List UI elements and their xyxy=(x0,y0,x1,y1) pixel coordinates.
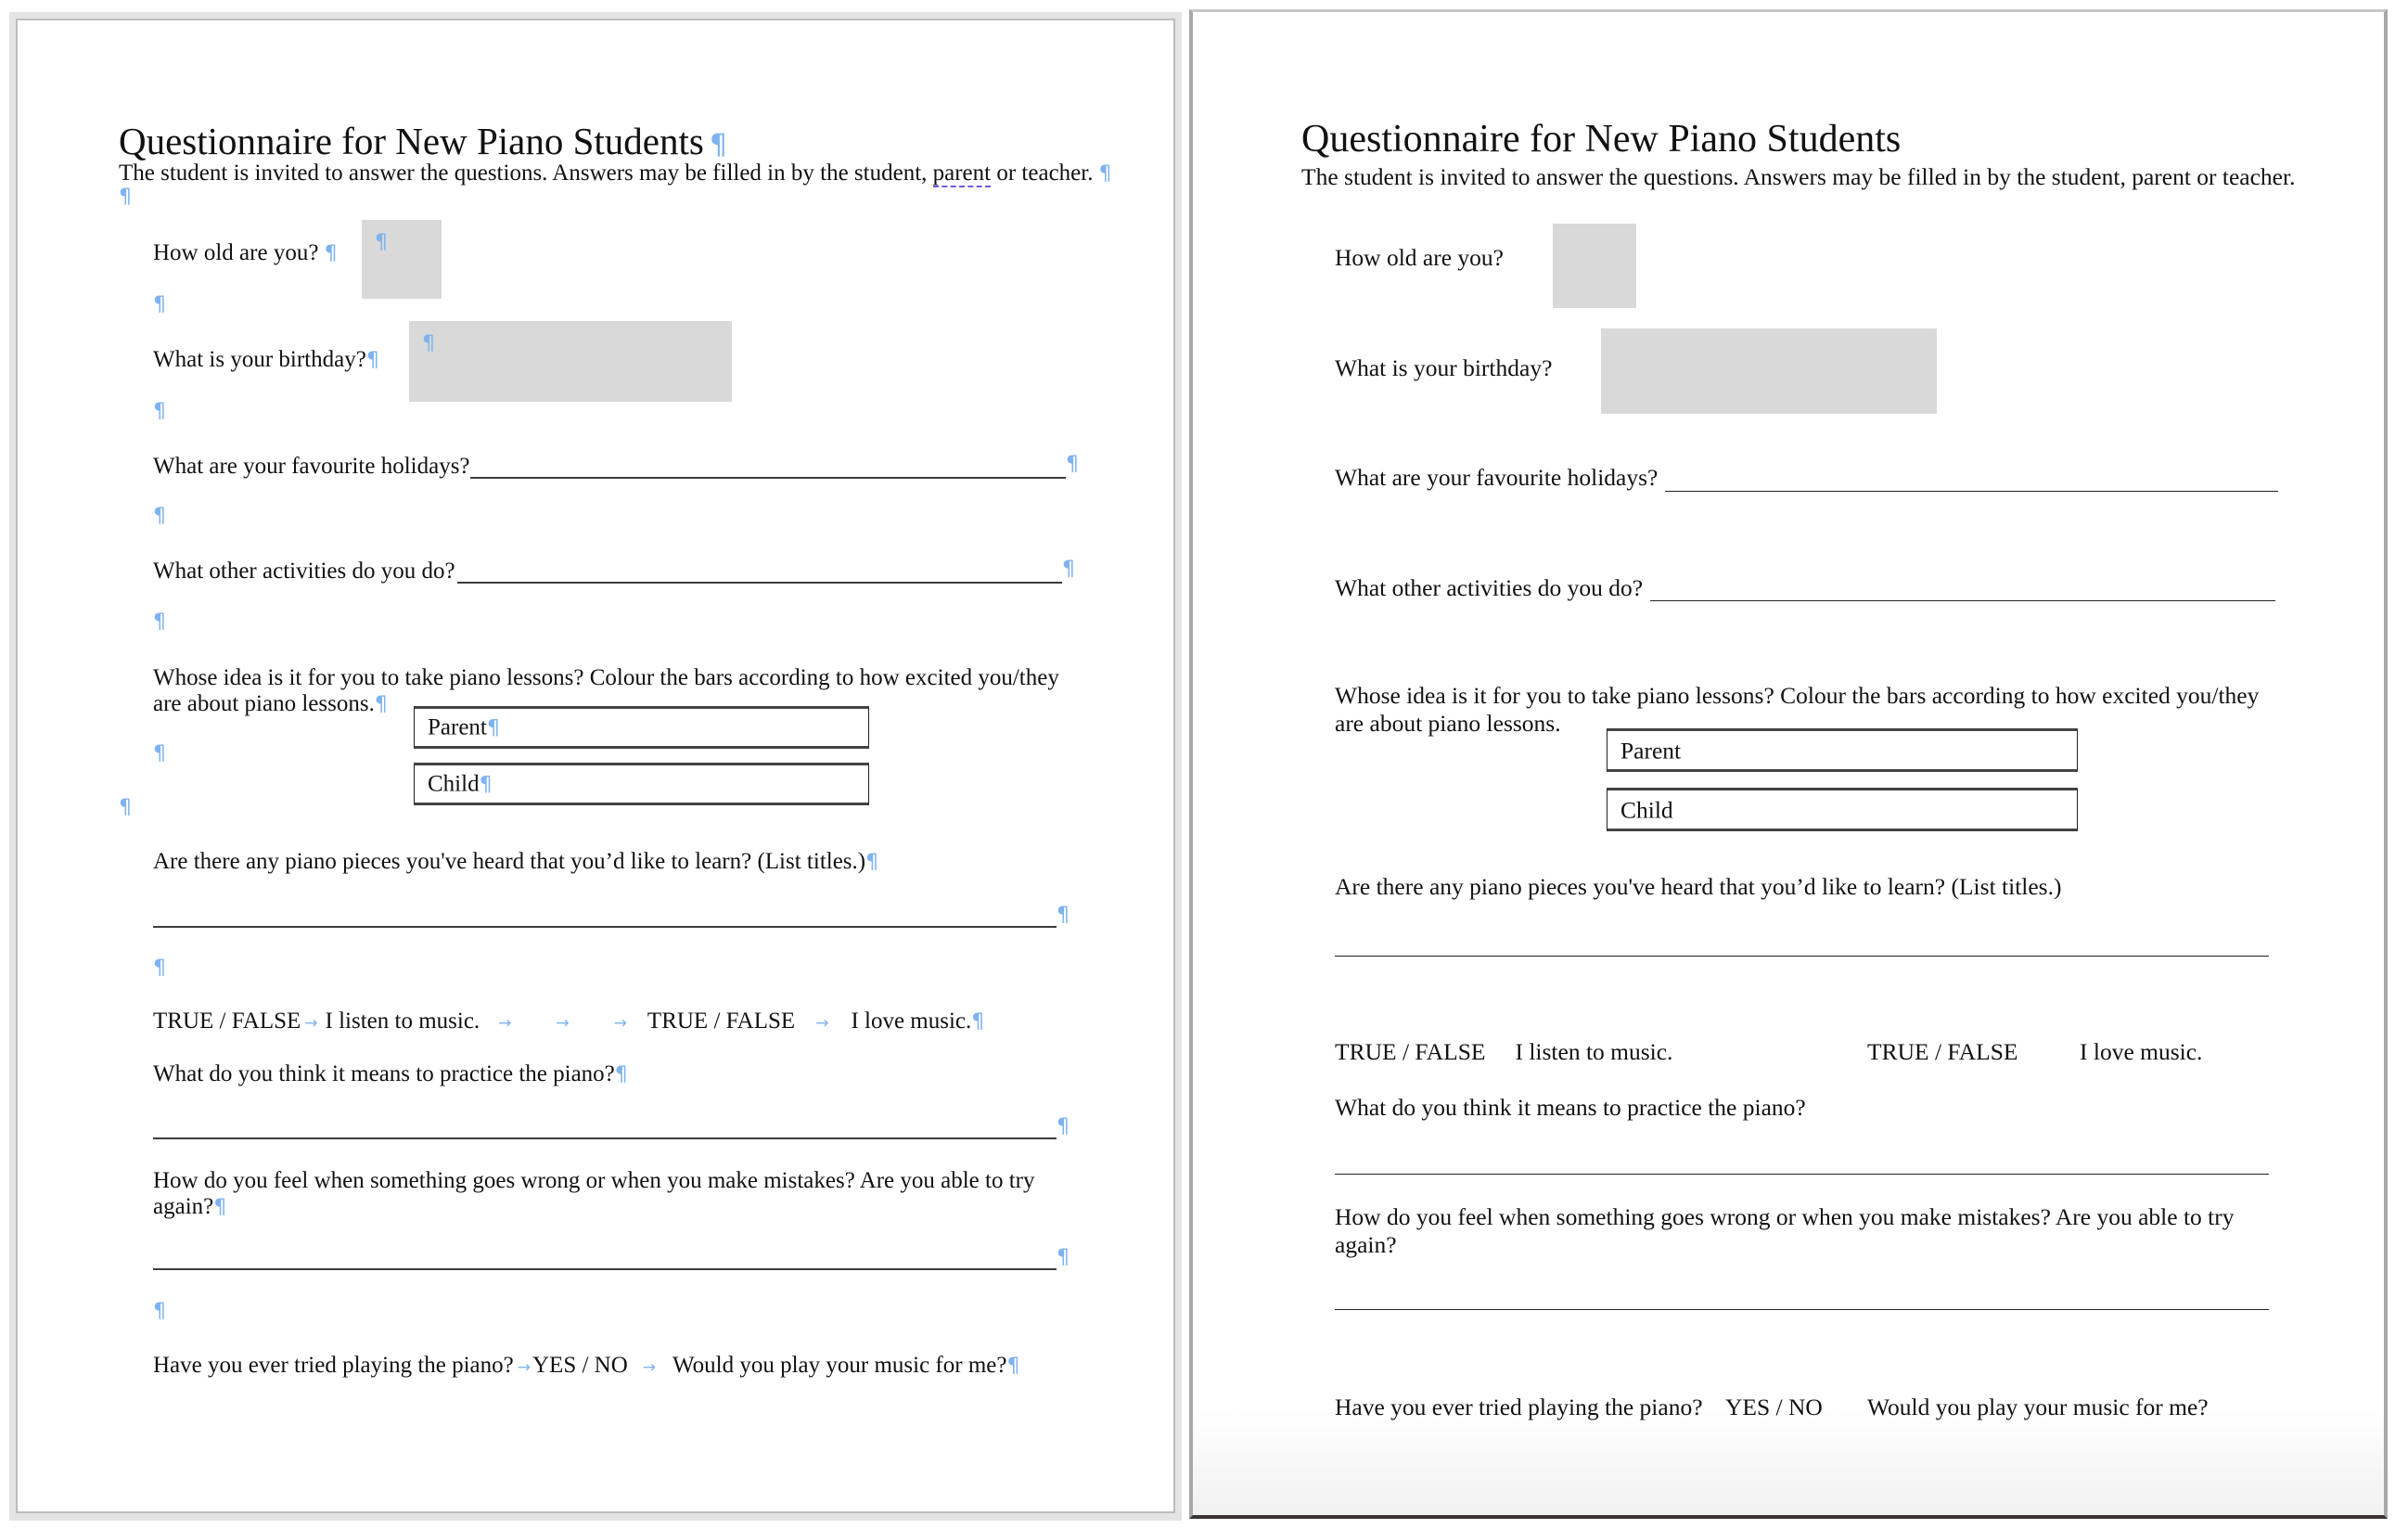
pilcrow-icon: ¶ xyxy=(153,957,166,980)
true-false-choice-2[interactable]: TRUE / FALSE xyxy=(647,1009,796,1034)
question-text: Are there any piano pieces you've heard that you’d like to learn? (List titles.) xyxy=(153,849,866,874)
excitement-bar-child[interactable] xyxy=(1607,788,2078,831)
pilcrow-icon: ¶ xyxy=(324,242,338,265)
pilcrow-icon: ¶ xyxy=(119,796,132,819)
intro-text xyxy=(119,161,1111,185)
question-activities xyxy=(153,559,455,583)
tab-arrow-icon: → xyxy=(304,1014,318,1033)
question-birthday xyxy=(153,348,379,371)
yes-no-row xyxy=(153,1354,1019,1377)
document-page-with-formatting-marks[interactable] xyxy=(16,19,1175,1513)
statement-2: I love music. xyxy=(2080,1038,2203,1065)
question-play-for-me: Would you play your music for me? xyxy=(672,1353,1007,1378)
question-text: again? xyxy=(153,1194,214,1219)
bar-label-text: Child xyxy=(428,771,480,797)
pilcrow-icon: ¶ xyxy=(1057,1115,1070,1138)
question-mistakes-line1: How do you feel when something goes wrong or when you make mistakes? Are you able to try xyxy=(153,1168,1035,1193)
birthday-input-box[interactable] xyxy=(1601,328,1937,414)
question-whose-idea-line1: Whose idea is it for you to take piano lessons? Colour the bars according to how excited you/they xyxy=(1335,682,2260,709)
practice-answer-line[interactable] xyxy=(1335,1174,2269,1175)
bar-label: Parent xyxy=(1620,736,1682,764)
pilcrow-icon: ¶ xyxy=(153,1300,166,1323)
age-input-box[interactable] xyxy=(1553,224,1636,308)
excitement-bar-child[interactable] xyxy=(414,763,869,805)
tab-arrow-icon: → xyxy=(815,1014,829,1033)
document-title: Questionnaire for New Piano Students xyxy=(1301,118,1902,161)
question-pieces: Are there any piano pieces you've heard that you’d like to learn? (List titles.) xyxy=(1335,873,2062,900)
yes-no-choice[interactable]: YES / NO xyxy=(532,1353,628,1378)
pilcrow-icon: ¶ xyxy=(1057,904,1070,927)
question-text: What are your favourite holidays? xyxy=(153,454,470,479)
tab-arrow-icon: → xyxy=(642,1358,657,1377)
pilcrow-icon: ¶ xyxy=(486,716,500,740)
intro-text: The student is invited to answer the questions. Answers may be filled in by the student, parent or teacher. xyxy=(1301,163,2296,190)
tab-arrow-icon: → xyxy=(556,1014,570,1033)
question-mistakes-line2 xyxy=(153,1195,226,1218)
question-activities: What other activities do you do? xyxy=(1335,574,1644,601)
holidays-answer-line[interactable] xyxy=(470,477,1066,479)
question-practice: What do you think it means to practice the piano? xyxy=(1335,1094,1806,1121)
pilcrow-icon: ¶ xyxy=(709,129,727,161)
bar-label xyxy=(428,773,493,796)
pieces-answer-line[interactable] xyxy=(1335,956,2269,957)
question-holidays: What are your favourite holidays? xyxy=(1335,464,1659,491)
question-age xyxy=(153,241,338,264)
bar-label: Child xyxy=(1620,795,1673,823)
excitement-bar-parent[interactable] xyxy=(414,706,869,749)
tab-arrow-icon: → xyxy=(613,1014,627,1033)
pieces-answer-line[interactable] xyxy=(153,926,1057,928)
holidays-answer-line[interactable] xyxy=(1665,491,2278,492)
yes-no-row xyxy=(1335,1395,2262,1420)
true-false-row xyxy=(153,1009,984,1033)
mistakes-answer-line[interactable] xyxy=(1335,1309,2269,1310)
statement-1: I listen to music. xyxy=(325,1009,480,1034)
pilcrow-icon: ¶ xyxy=(1062,558,1075,581)
grammar-flagged-word[interactable]: parent xyxy=(932,161,992,186)
question-age: How old are you? xyxy=(1335,244,1504,271)
true-false-row xyxy=(1335,1040,2262,1064)
pilcrow-icon: ¶ xyxy=(153,610,166,634)
age-input-box[interactable] xyxy=(362,220,442,299)
question-practice xyxy=(153,1062,628,1086)
question-tried-piano: Have you ever tried playing the piano? xyxy=(153,1353,514,1378)
practice-answer-line[interactable] xyxy=(153,1137,1057,1139)
pilcrow-icon: ¶ xyxy=(1006,1355,1020,1378)
question-text: What other activities do you do? xyxy=(153,559,455,584)
pilcrow-icon: ¶ xyxy=(375,231,388,254)
question-mistakes-line2: again? xyxy=(1335,1231,1397,1258)
pilcrow-icon: ¶ xyxy=(153,742,166,765)
statement-2: I love music. xyxy=(851,1009,972,1034)
tab-arrow-icon: → xyxy=(498,1014,512,1033)
pilcrow-icon: ¶ xyxy=(374,693,388,716)
activities-answer-line[interactable] xyxy=(1650,600,2275,601)
question-whose-idea-line2: are about piano lessons. xyxy=(1335,710,1561,737)
pilcrow-icon: ¶ xyxy=(971,1010,985,1034)
question-text: are about piano lessons. xyxy=(153,691,375,716)
question-text: What do you think it means to practice the piano? xyxy=(153,1061,615,1086)
bar-label xyxy=(428,716,500,739)
question-whose-idea-line1: Whose idea is it for you to take piano lessons? Colour the bars according to how excited you/they xyxy=(153,665,1059,690)
title-text: Questionnaire for New Piano Students xyxy=(119,120,704,162)
question-holidays xyxy=(153,455,470,478)
bar-label-text: Parent xyxy=(428,714,487,740)
pilcrow-icon: ¶ xyxy=(614,1063,628,1086)
question-pieces xyxy=(153,850,878,873)
pilcrow-icon: ¶ xyxy=(153,293,166,316)
intro-part: The student is invited to answer the questions. Answers may be filled in by the student, xyxy=(119,161,933,186)
pilcrow-icon: ¶ xyxy=(153,505,166,528)
pilcrow-icon: ¶ xyxy=(119,186,132,209)
question-birthday: What is your birthday? xyxy=(1335,354,1553,381)
pilcrow-icon: ¶ xyxy=(153,400,166,423)
mistakes-answer-line[interactable] xyxy=(153,1268,1057,1270)
pilcrow-icon: ¶ xyxy=(1066,453,1079,476)
question-mistakes-line1: How do you feel when something goes wrong or when you make mistakes? Are you able to try xyxy=(1335,1203,2235,1230)
tab-arrow-icon: → xyxy=(517,1358,531,1377)
pilcrow-icon: ¶ xyxy=(213,1196,227,1219)
pilcrow-icon: ¶ xyxy=(422,332,435,355)
excitement-bar-parent[interactable] xyxy=(1607,728,2078,772)
intro-part: or teacher. xyxy=(991,161,1094,186)
yes-no-choice[interactable]: YES / NO xyxy=(1725,1394,1823,1420)
document-page-preview[interactable] xyxy=(1189,9,2388,1519)
true-false-choice-1[interactable]: TRUE / FALSE xyxy=(1335,1038,1486,1065)
true-false-choice-2[interactable]: TRUE / FALSE xyxy=(1867,1038,2018,1065)
statement-1: I listen to music. xyxy=(1515,1038,1673,1065)
question-whose-idea-line2 xyxy=(153,692,388,715)
birthday-input-box[interactable] xyxy=(409,321,732,402)
pilcrow-icon: ¶ xyxy=(865,851,879,874)
question-text: How old are you? xyxy=(153,240,319,265)
question-text: What is your birthday? xyxy=(153,347,366,372)
document-title xyxy=(119,122,727,161)
pilcrow-icon: ¶ xyxy=(1098,162,1112,186)
true-false-choice-1[interactable]: TRUE / FALSE xyxy=(153,1009,301,1034)
question-play-for-me: Would you play your music for me? xyxy=(1867,1394,2209,1420)
pilcrow-icon: ¶ xyxy=(365,349,379,372)
pilcrow-icon: ¶ xyxy=(1057,1246,1070,1269)
activities-answer-line[interactable] xyxy=(457,582,1062,584)
pilcrow-icon: ¶ xyxy=(479,773,493,797)
question-tried-piano: Have you ever tried playing the piano? xyxy=(1335,1394,1703,1420)
